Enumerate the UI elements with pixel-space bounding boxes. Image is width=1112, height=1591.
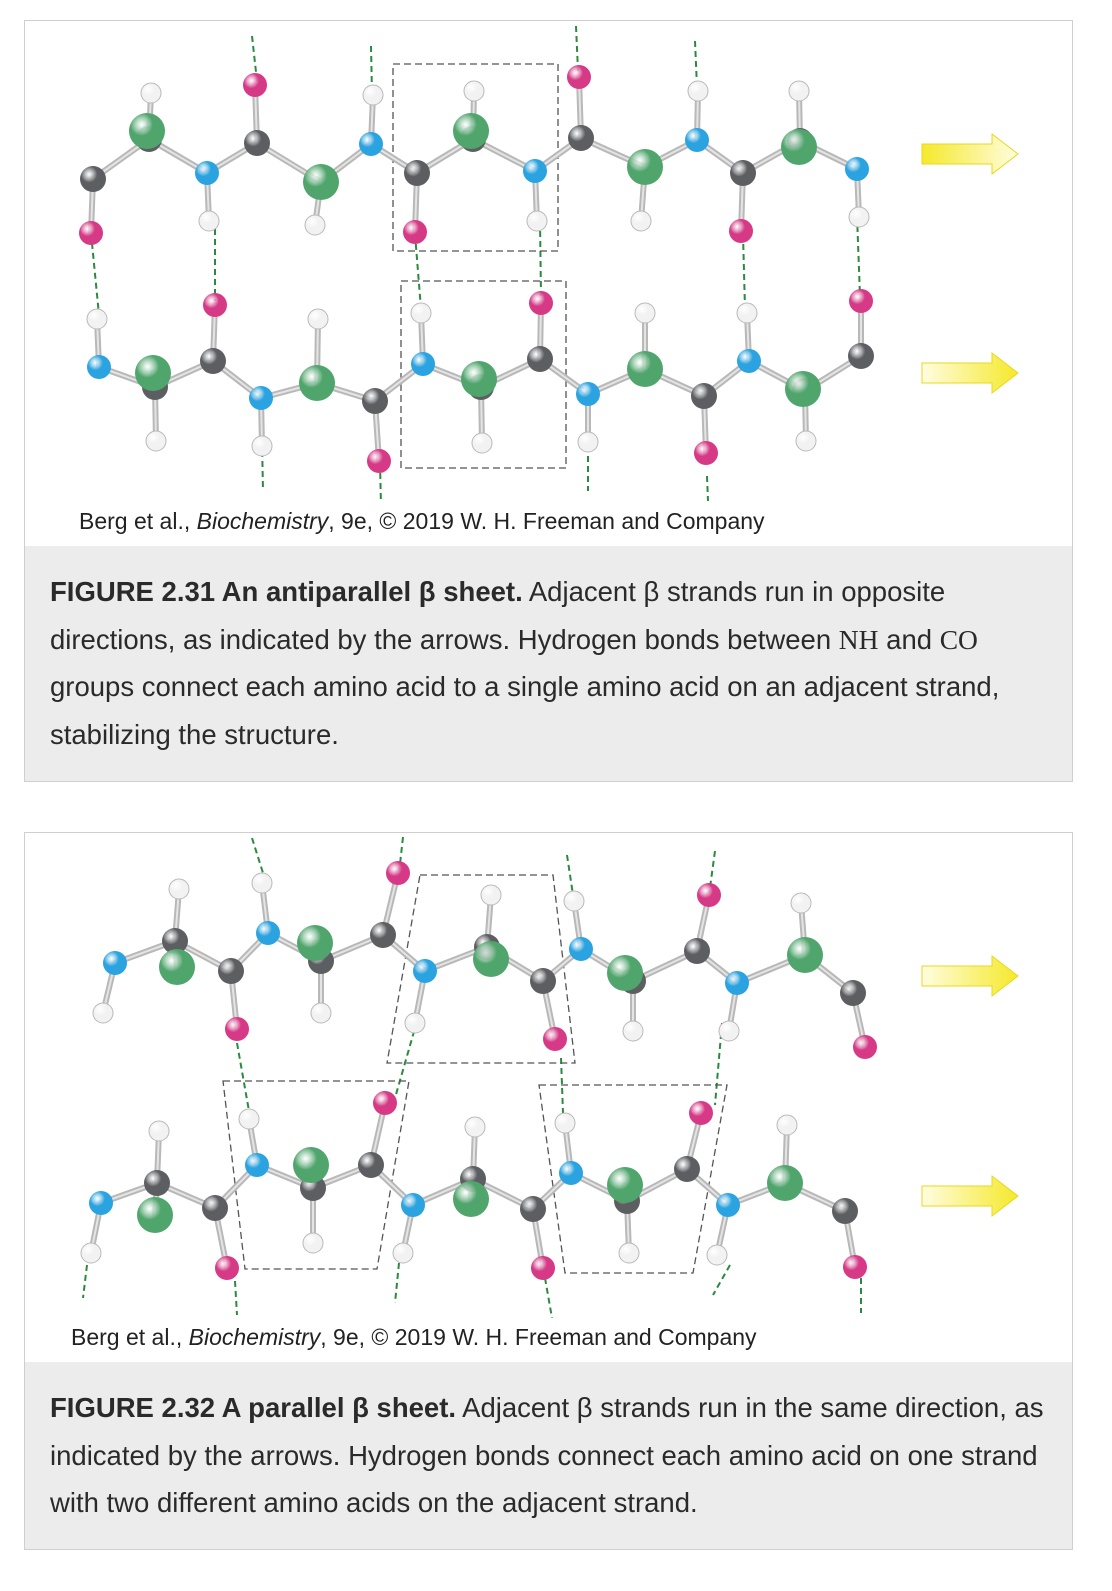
oxygen-atom	[849, 289, 873, 313]
hydrogen-atom	[555, 1113, 575, 1133]
carbon-atom	[244, 130, 270, 156]
hydrogen-bond	[695, 41, 697, 87]
carbon-atom	[202, 1195, 228, 1221]
hydrogen-bond	[235, 1281, 237, 1315]
carbon-atom	[370, 922, 396, 948]
nitrogen-atom	[103, 951, 127, 975]
oxygen-atom	[403, 220, 427, 244]
hydrogen-bond	[540, 221, 541, 296]
hydrogen-atom	[393, 1243, 413, 1263]
hydrogen-atom	[564, 891, 584, 911]
nitrogen-atom	[195, 161, 219, 185]
hydrogen-bond	[707, 476, 708, 501]
hydrogen-atom	[719, 1021, 739, 1041]
nitrogen-atom	[359, 132, 383, 156]
strand-direction-arrow	[922, 956, 1018, 996]
nitrogen-atom	[401, 1193, 425, 1217]
oxygen-atom	[215, 1256, 239, 1280]
oxygen-atom	[386, 861, 410, 885]
nitrogen-atom	[413, 959, 437, 983]
carbon-atom	[848, 343, 874, 369]
hydrogen-atom	[619, 1243, 639, 1263]
side-chain-atom	[767, 1165, 803, 1201]
hydrogen-bond	[567, 855, 573, 895]
hydrogen-atom	[305, 215, 325, 235]
hydrogen-atom	[405, 1013, 425, 1033]
oxygen-atom	[203, 293, 227, 317]
oxygen-atom	[243, 73, 267, 97]
hydrogen-atom	[527, 211, 547, 231]
nitrogen-atom	[411, 352, 435, 376]
side-chain-atom	[627, 351, 663, 387]
hydrogen-atom	[777, 1115, 797, 1135]
oxygen-atom	[567, 65, 591, 89]
hydrogen-bond	[576, 26, 578, 71]
figure-caption: FIGURE 2.31 An antiparallel β sheet. Adjacent β strands run in opposite directions, as indicated by the arrows. Hydrogen bonds between NH and CO groups connect each amino acid to a single amino acid on an adjacent strand, stabilizing the structure.	[25, 546, 1072, 781]
hydrogen-atom	[87, 309, 107, 329]
nitrogen-atom	[845, 157, 869, 181]
nitrogen-atom	[569, 937, 593, 961]
side-chain-atom	[453, 1181, 489, 1217]
side-chain-atom	[129, 113, 165, 149]
hydrogen-atom	[308, 309, 328, 329]
hydrogen-bond	[713, 1265, 730, 1295]
nitrogen-atom	[559, 1161, 583, 1185]
hydrogen-atom	[199, 211, 219, 231]
carbon-atom	[218, 958, 244, 984]
nitrogen-atom	[737, 349, 761, 373]
oxygen-atom	[697, 883, 721, 907]
carbon-atom	[520, 1196, 546, 1222]
carbon-atom	[404, 160, 430, 186]
carbon-atom	[362, 388, 388, 414]
carbon-atom	[674, 1156, 700, 1182]
oxygen-atom	[729, 219, 753, 243]
hydrogen-bond	[545, 1278, 552, 1318]
hydrogen-atom	[169, 879, 189, 899]
side-chain-atom	[297, 925, 333, 961]
oxygen-atom	[79, 221, 103, 245]
figure-2-31	[24, 20, 1073, 782]
figure-caption: FIGURE 2.32 A parallel β sheet. Adjacent β strands run in the same direction, as indicated by the arrows. Hydrogen bonds connect each amino acid on one strand with two different amino acids on the adjacent strand.	[25, 1362, 1072, 1549]
oxygen-atom	[543, 1027, 567, 1051]
hydrogen-atom	[464, 81, 484, 101]
hydrogen-atom	[472, 433, 492, 453]
side-chain-atom	[607, 955, 643, 991]
oxygen-atom	[225, 1017, 249, 1041]
nitrogen-atom	[725, 971, 749, 995]
carbon-atom	[80, 166, 106, 192]
nitrogen-atom	[256, 921, 280, 945]
hydrogen-bond	[743, 234, 745, 309]
oxygen-atom	[529, 291, 553, 315]
hydrogen-atom	[239, 1109, 259, 1129]
side-chain-atom	[453, 113, 489, 149]
strand-direction-arrow	[922, 134, 1018, 174]
strand-direction-arrow	[922, 1176, 1018, 1216]
nitrogen-atom	[685, 128, 709, 152]
hydrogen-atom	[737, 303, 757, 323]
oxygen-atom	[694, 441, 718, 465]
hydrogen-atom	[363, 85, 383, 105]
hydrogen-atom	[303, 1233, 323, 1253]
hydrogen-atom	[252, 873, 272, 893]
carbon-atom	[527, 346, 553, 372]
side-chain-atom	[299, 365, 335, 401]
parallel-beta-sheet-illustration	[25, 833, 1074, 1323]
figure-credit: Berg et al., Biochemistry, 9e, © 2019 W. H. Freeman and Company	[79, 508, 765, 534]
hydrogen-bond	[252, 838, 263, 873]
hydrogen-atom	[635, 303, 655, 323]
carbon-atom	[530, 968, 556, 994]
hydrogen-atom	[623, 1021, 643, 1041]
side-chain-atom	[781, 129, 817, 165]
nitrogen-atom	[87, 355, 111, 379]
nitrogen-atom	[576, 382, 600, 406]
hydrogen-bond	[395, 1263, 399, 1303]
nitrogen-atom	[245, 1153, 269, 1177]
hydrogen-atom	[789, 81, 809, 101]
figure-credit: Berg et al., Biochemistry, 9e, © 2019 W. H. Freeman and Company	[71, 1324, 757, 1350]
carbon-atom	[730, 160, 756, 186]
side-chain-atom	[293, 1147, 329, 1183]
side-chain-atom	[473, 941, 509, 977]
hydrogen-bond	[415, 234, 421, 309]
hydrogen-atom	[146, 431, 166, 451]
side-chain-atom	[461, 361, 497, 397]
caption-label: FIGURE 2.32 A parallel β sheet.	[50, 1392, 457, 1423]
hydrogen-atom	[481, 885, 501, 905]
side-chain-atom	[607, 1167, 643, 1203]
carbon-atom	[144, 1170, 170, 1196]
side-chain-atom	[303, 164, 339, 200]
side-chain-atom	[137, 1197, 173, 1233]
side-chain-atom	[627, 149, 663, 185]
strand-direction-arrow	[922, 353, 1018, 393]
figure-2-32	[24, 832, 1073, 1550]
oxygen-atom	[843, 1255, 867, 1279]
hydrogen-atom	[81, 1243, 101, 1263]
hydrogen-bond	[91, 233, 99, 315]
hydrogen-atom	[707, 1245, 727, 1265]
carbon-atom	[832, 1198, 858, 1224]
side-chain-atom	[787, 937, 823, 973]
hydrogen-atom	[311, 1003, 331, 1023]
hydrogen-atom	[93, 1003, 113, 1023]
hydrogen-atom	[631, 211, 651, 231]
antiparallel-beta-sheet-illustration	[25, 21, 1074, 501]
nitrogen-atom	[716, 1193, 740, 1217]
hydrogen-atom	[791, 893, 811, 913]
side-chain-atom	[785, 371, 821, 407]
hydrogen-atom	[252, 436, 272, 456]
side-chain-atom	[135, 355, 171, 391]
carbon-atom	[684, 938, 710, 964]
oxygen-atom	[689, 1101, 713, 1125]
hydrogen-atom	[849, 207, 869, 227]
nitrogen-atom	[523, 159, 547, 183]
hydrogen-atom	[149, 1121, 169, 1141]
carbon-atom	[568, 125, 594, 151]
carbon-atom	[358, 1152, 384, 1178]
hydrogen-atom	[796, 431, 816, 451]
hydrogen-atom	[465, 1117, 485, 1137]
hydrogen-atom	[688, 81, 708, 101]
hydrogen-bond	[83, 1265, 87, 1298]
oxygen-atom	[853, 1035, 877, 1059]
oxygen-atom	[531, 1256, 555, 1280]
carbon-atom	[840, 980, 866, 1006]
oxygen-atom	[373, 1091, 397, 1115]
nitrogen-atom	[249, 386, 273, 410]
carbon-atom	[200, 348, 226, 374]
hydrogen-atom	[411, 303, 431, 323]
oxygen-atom	[367, 449, 391, 473]
hydrogen-atom	[578, 432, 598, 452]
hydrogen-bond	[237, 1043, 249, 1111]
caption-label: FIGURE 2.31 An antiparallel β sheet.	[50, 576, 523, 607]
carbon-atom	[691, 383, 717, 409]
nitrogen-atom	[89, 1191, 113, 1215]
side-chain-atom	[159, 949, 195, 985]
hydrogen-atom	[141, 83, 161, 103]
hydrogen-bond	[857, 216, 860, 296]
